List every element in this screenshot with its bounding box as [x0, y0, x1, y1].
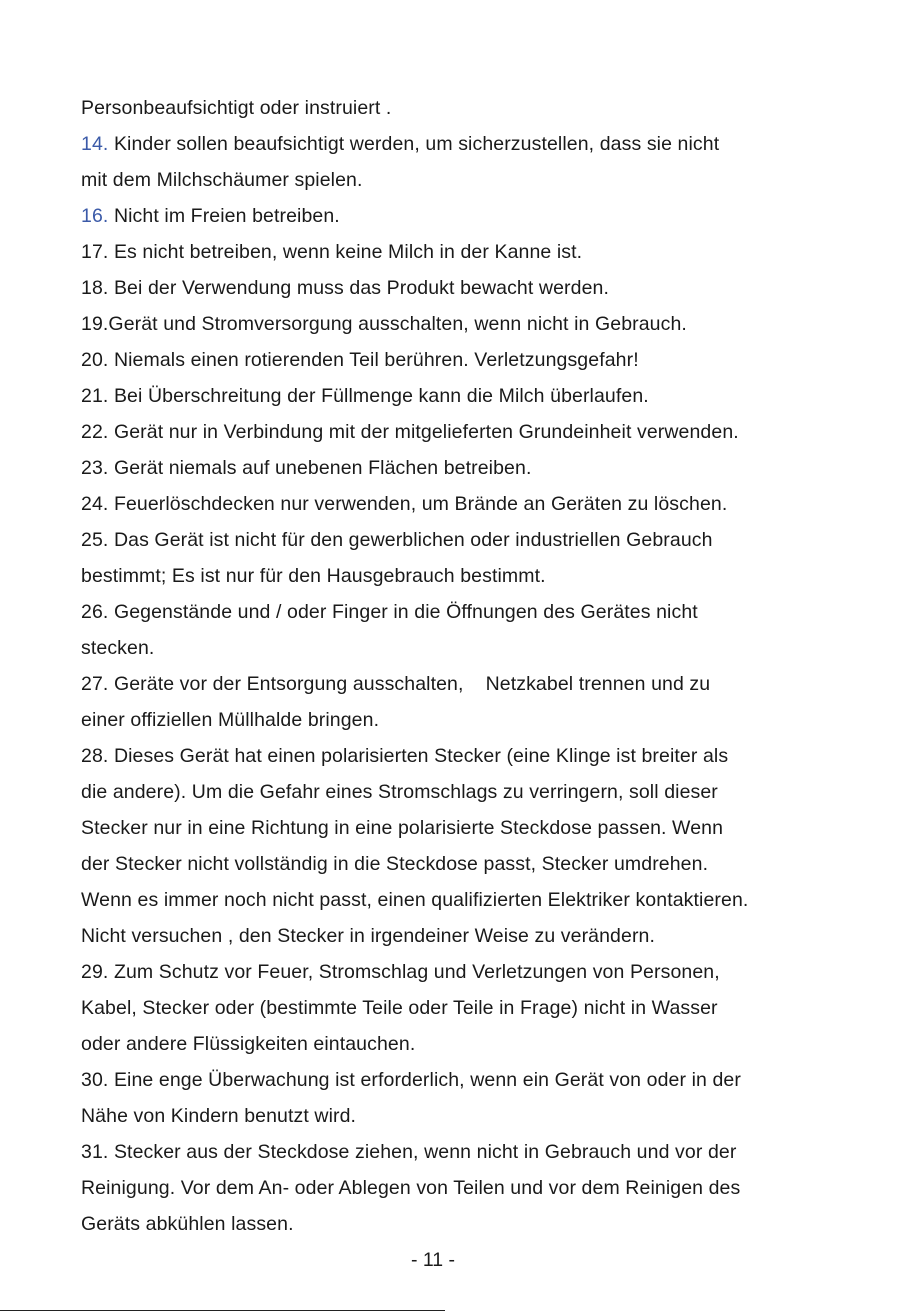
line-text: oder andere Flüssigkeiten eintauchen.: [81, 1033, 416, 1055]
line-text: Geräte vor der Entsorgung ausschalten, Netzkabel trennen und zu: [108, 673, 711, 695]
item-number: 18.: [81, 277, 109, 299]
line-text: Wenn es immer noch nicht passt, einen qualifizierten Elektriker kontaktieren.: [81, 889, 749, 911]
document-body: [81, 90, 881, 1242]
item-number: 22.: [81, 421, 109, 443]
line-text: Nicht versuchen , den Stecker in irgendeiner Weise zu verändern.: [81, 925, 656, 947]
item-number: 29.: [81, 961, 109, 983]
text-line: [81, 414, 881, 450]
text-line: [81, 954, 881, 990]
line-text: Bei der Verwendung muss das Produkt bewacht werden.: [108, 277, 609, 299]
item-number: 26.: [81, 601, 109, 623]
line-text: Stecker nur in eine Richtung in eine polarisierte Steckdose passen. Wenn: [81, 817, 724, 839]
item-number: 21.: [81, 385, 109, 407]
item-number: 16.: [81, 205, 109, 227]
footer-rule: [0, 1310, 445, 1311]
line-text: Kabel, Stecker oder (bestimmte Teile oder Teile in Frage) nicht in Wasser: [81, 997, 718, 1019]
item-number: 14.: [81, 133, 109, 155]
line-text: die andere). Um die Gefahr eines Stromschlags zu verringern, soll dieser: [81, 781, 718, 803]
text-line: [81, 558, 881, 594]
line-text: Nicht im Freien betreiben.: [108, 205, 340, 227]
line-text: mit dem Milchschäumer spielen.: [81, 169, 363, 191]
text-line: [81, 846, 881, 882]
line-text: Es nicht betreiben, wenn keine Milch in der Kanne ist.: [108, 241, 583, 263]
text-line: [81, 1098, 881, 1134]
text-line: [81, 1170, 881, 1206]
item-number: 25.: [81, 529, 109, 551]
text-line: [81, 666, 881, 702]
text-line: [81, 450, 881, 486]
item-number: 28.: [81, 745, 109, 767]
text-line: [81, 810, 881, 846]
text-line: [81, 522, 881, 558]
text-line: [81, 306, 881, 342]
text-line: [81, 270, 881, 306]
text-line: [81, 702, 881, 738]
text-line: [81, 486, 881, 522]
text-line: [81, 738, 881, 774]
line-text: Reinigung. Vor dem An- oder Ablegen von Teilen und vor dem Reinigen des: [81, 1177, 741, 1199]
line-text: Gerät und Stromversorgung ausschalten, wenn nicht in Gebrauch.: [108, 313, 687, 335]
text-line: [81, 162, 881, 198]
line-text: Stecker aus der Steckdose ziehen, wenn nicht in Gebrauch und vor der: [108, 1141, 737, 1163]
text-line: [81, 378, 881, 414]
text-line: [81, 198, 881, 234]
line-text: Personbeaufsichtigt oder instruiert .: [81, 97, 392, 119]
item-number: 24.: [81, 493, 109, 515]
line-text: Das Gerät ist nicht für den gewerblichen oder industriellen Gebrauch: [108, 529, 713, 551]
line-text: Geräts abkühlen lassen.: [81, 1213, 294, 1235]
item-number: 17.: [81, 241, 109, 263]
text-line: [81, 918, 881, 954]
line-text: Gerät niemals auf unebenen Flächen betreiben.: [108, 457, 532, 479]
item-number: 23.: [81, 457, 109, 479]
item-number: 20.: [81, 349, 109, 371]
line-text: Zum Schutz vor Feuer, Stromschlag und Verletzungen von Personen,: [108, 961, 720, 983]
text-line: [81, 1062, 881, 1098]
line-text: Niemals einen rotierenden Teil berühren. Verletzungsgefahr!: [108, 349, 639, 371]
text-line: [81, 882, 881, 918]
text-line: [81, 630, 881, 666]
line-text: Feuerlöschdecken nur verwenden, um Brände an Geräten zu löschen.: [108, 493, 728, 515]
line-text: Gerät nur in Verbindung mit der mitgelieferten Grundeinheit verwenden.: [108, 421, 739, 443]
text-line: [81, 1134, 881, 1170]
line-text: stecken.: [81, 637, 155, 659]
text-line: [81, 990, 881, 1026]
text-line: [81, 234, 881, 270]
item-number: 31.: [81, 1141, 109, 1163]
item-number: 30.: [81, 1069, 109, 1091]
text-line: [81, 594, 881, 630]
text-line: [81, 1206, 881, 1242]
text-line: [81, 774, 881, 810]
text-line: [81, 342, 881, 378]
text-line: [81, 90, 881, 126]
line-text: Bei Überschreitung der Füllmenge kann die Milch überlaufen.: [108, 385, 649, 407]
line-text: Eine enge Überwachung ist erforderlich, wenn ein Gerät von oder in der: [108, 1069, 741, 1091]
line-text: einer offiziellen Müllhalde bringen.: [81, 709, 380, 731]
text-line: [81, 1026, 881, 1062]
item-number: 19.: [81, 313, 109, 335]
line-text: bestimmt; Es ist nur für den Hausgebrauch bestimmt.: [81, 565, 546, 587]
item-number: 27.: [81, 673, 109, 695]
line-text: Kinder sollen beaufsichtigt werden, um sicherzustellen, dass sie nicht: [108, 133, 720, 155]
page-number: - 11 -: [410, 1249, 456, 1271]
line-text: der Stecker nicht vollständig in die Steckdose passt, Stecker umdrehen.: [81, 853, 709, 875]
line-text: Gegenstände und / oder Finger in die Öffnungen des Gerätes nicht: [108, 601, 698, 623]
text-line: [81, 126, 881, 162]
line-text: Dieses Gerät hat einen polarisierten Stecker (eine Klinge ist breiter als: [108, 745, 729, 767]
line-text: Nähe von Kindern benutzt wird.: [81, 1105, 357, 1127]
